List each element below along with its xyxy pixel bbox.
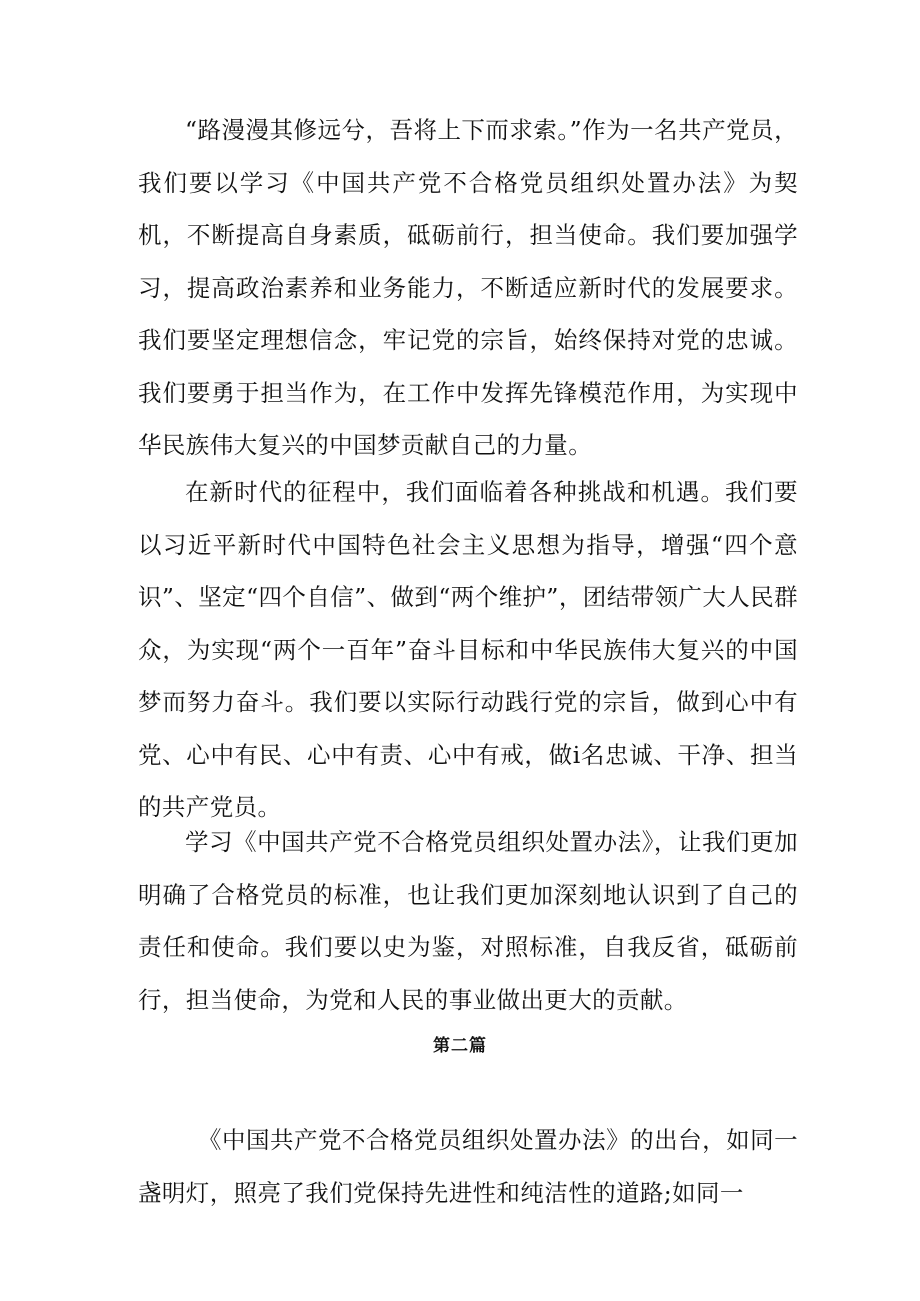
- paragraph-3: 学习《中国共产党不合格党员组织处置办法》，让我们更加明确了合格党员的标准，也让我们更加深刻地认识到了自己的责任和使命。我们要以史为鉴，对照标准，自我反省，砥砺前行，担当使命，为党和人民的事业做出更大的贡献。: [138, 828, 798, 1014]
- paragraph-1: “路漫漫其修远兮，吾将上下而求索。”作为一名共产党员，我们要以学习《中国共产党不合格党员组织处置办法》为契机，不断提高自身素质，砥砺前行，担当使命。我们要加强学习，提高政治素养和业务能力，不断适应新时代的发展要求。我们要坚定理想信念，牢记党的宗旨，始终保持对党的忠诚。我们要勇于担当作为，在工作中发挥先锋模范作用，为实现中华民族伟大复兴的中国梦贡献自己的力量。: [138, 116, 798, 459]
- section-heading: 第二篇: [433, 1036, 487, 1056]
- paragraph-2: 在新时代的征程中，我们面临着各种挑战和机遇。我们要以习近平新时代中国特色社会主义思想为指导，增强“四个意识”、坚定“四个自信”、做到“两个维护”，团结带领广大人民群众，为实现“两个一百年”奋斗目标和中华民族伟大复兴的中国梦而努力奋斗。我们要以实际行动践行党的宗旨，做到心中有党、心中有民、心中有责、心中有戒，做i名忠诚、干净、担当的共产党员。: [138, 478, 798, 821]
- paragraph-4: 《中国共产党不合格党员组织处置办法》的出台，如同一盏明灯，照亮了我们党保持先进性和纯洁性的道路;如同一: [138, 1126, 798, 1207]
